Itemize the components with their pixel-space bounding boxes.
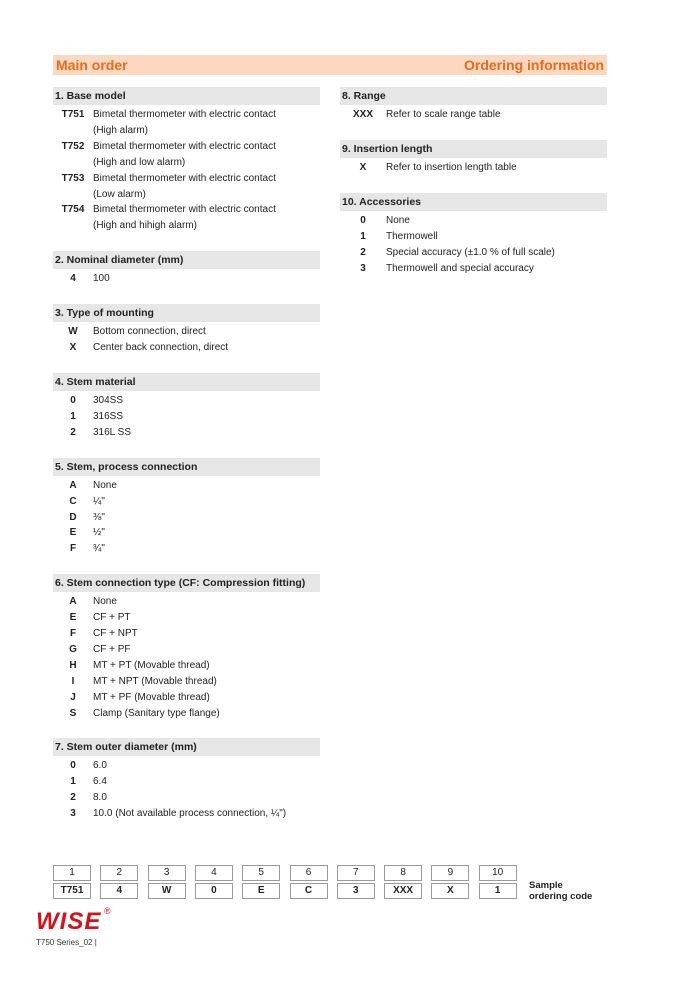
sample-value-cell: W [148, 883, 186, 899]
option-description [93, 674, 320, 690]
description-line: Bimetal thermometer with electric contact [93, 204, 276, 216]
option-description [93, 610, 320, 626]
option-code: F [69, 628, 77, 640]
option-code: E [69, 527, 77, 539]
option-code: A [69, 479, 77, 491]
option-description [93, 409, 320, 425]
section [53, 251, 320, 287]
description-line: 6.0 [93, 760, 107, 772]
sample-position-cell: 5 [242, 865, 280, 881]
description-line: CF + PT [93, 612, 131, 624]
option-code: 2 [70, 792, 76, 804]
option-code: T753 [61, 172, 85, 184]
option-code: I [71, 675, 75, 687]
section [53, 458, 320, 558]
description-line: Refer to insertion length table [386, 161, 517, 173]
option-description [93, 171, 320, 203]
option-row [53, 541, 320, 557]
option-code: C [69, 495, 77, 507]
option-description [93, 202, 320, 234]
option-description [93, 806, 320, 822]
option-row [53, 171, 320, 203]
description-line: 100 [93, 273, 110, 285]
option-code: 3 [70, 808, 76, 820]
sample-value-cell: XXX [384, 883, 422, 899]
description-line: (High and hihigh alarm) [93, 220, 197, 232]
description-line: Special accuracy (±1.0 % of full scale) [386, 246, 555, 258]
option-description [93, 790, 320, 806]
option-row [340, 107, 607, 123]
option-row [53, 409, 320, 425]
logo-text: WISE [36, 908, 102, 935]
description-line: CF + NPT [93, 628, 138, 640]
option-row [53, 271, 320, 287]
section [53, 87, 320, 234]
sample-value-cell: 4 [100, 883, 138, 899]
sample-value-cell: C [290, 883, 328, 899]
right-column [340, 87, 607, 293]
description-line: ¾" [93, 543, 105, 555]
section-title: 8. Range [340, 87, 607, 105]
option-code: J [70, 691, 76, 703]
option-row [53, 494, 320, 510]
option-row [340, 213, 607, 229]
option-description [93, 706, 320, 722]
option-code: F [69, 543, 77, 555]
sample-position-cell: 8 [384, 865, 422, 881]
option-row [53, 758, 320, 774]
option-code: S [69, 707, 77, 719]
description-line: MT + PF (Movable thread) [93, 691, 210, 703]
option-code: X [359, 161, 367, 173]
wise-logo [36, 906, 111, 936]
option-code: T754 [61, 204, 85, 216]
option-code: T751 [61, 109, 85, 120]
description-line: ⅜" [93, 511, 105, 523]
option-description [386, 261, 607, 277]
header-title-right: Ordering information [464, 57, 604, 73]
option-row [53, 202, 320, 234]
option-row [53, 594, 320, 610]
description-line: Bimetal thermometer with electric contact [93, 140, 276, 152]
option-code: 3 [360, 262, 366, 274]
option-row [53, 139, 320, 171]
description-line: None [386, 214, 410, 226]
sample-label-line1: Sample [529, 880, 563, 891]
option-row [53, 690, 320, 706]
sample-position-cell: 7 [337, 865, 375, 881]
option-row [53, 393, 320, 409]
option-description [93, 425, 320, 441]
option-description [93, 642, 320, 658]
description-line: (High and low alarm) [93, 156, 186, 168]
description-line: Center back connection, direct [93, 342, 229, 354]
sample-label [529, 880, 609, 902]
section-title: 4. Stem material [53, 373, 320, 391]
option-description [93, 139, 320, 171]
sample-position-cell: 4 [195, 865, 233, 881]
option-row [340, 245, 607, 261]
option-description [93, 478, 320, 494]
option-code: 2 [70, 426, 76, 438]
sample-position-cell: 1 [53, 865, 91, 881]
option-description [93, 774, 320, 790]
sample-position-cell: 10 [479, 865, 517, 881]
option-code: 4 [70, 273, 76, 285]
option-description [93, 758, 320, 774]
option-description [93, 690, 320, 706]
header-banner [53, 55, 607, 75]
option-description [93, 541, 320, 557]
option-code: 2 [360, 246, 366, 258]
section-title: 2. Nominal diameter (mm) [53, 251, 320, 269]
description-line: 8.0 [93, 792, 107, 804]
footer-series: T750 Series_02 | [36, 938, 97, 947]
section-title: 7. Stem outer diameter (mm) [53, 738, 320, 756]
option-row [340, 261, 607, 277]
section-title: 5. Stem, process connection [53, 458, 320, 476]
description-line: MT + PT (Movable thread) [93, 659, 210, 671]
description-line: CF + PF [93, 643, 131, 655]
option-description [386, 107, 607, 123]
option-code: W [68, 326, 78, 338]
option-row [53, 478, 320, 494]
description-line: 316L SS [93, 426, 131, 438]
option-code: 0 [360, 214, 366, 226]
sample-value-cell: 3 [337, 883, 375, 899]
description-line: Clamp (Sanitary type flange) [93, 707, 220, 719]
sample-position-cell: 6 [290, 865, 328, 881]
sample-value-cell: T751 [53, 883, 91, 899]
option-description [93, 494, 320, 510]
option-row [53, 774, 320, 790]
option-row [53, 790, 320, 806]
description-line: None [93, 479, 117, 491]
section [340, 87, 607, 123]
description-line: 304SS [93, 394, 124, 406]
description-line: Refer to scale range table [386, 109, 501, 120]
section-title: 6. Stem connection type (CF: Compression fitting) [53, 574, 320, 592]
option-description [93, 658, 320, 674]
sample-value-cell: E [242, 883, 280, 899]
option-description [93, 107, 320, 139]
option-description [386, 213, 607, 229]
left-column [53, 87, 320, 839]
description-line: 316SS [93, 410, 124, 422]
description-line: None [93, 596, 117, 608]
description-line: Bimetal thermometer with electric contact [93, 172, 276, 184]
sample-position-cell: 9 [431, 865, 469, 881]
option-code: A [69, 596, 77, 608]
option-code: T752 [61, 140, 85, 152]
option-row [53, 340, 320, 356]
option-row [53, 706, 320, 722]
section-title: 9. Insertion length [340, 140, 607, 158]
sample-position-cell: 3 [148, 865, 186, 881]
registered-mark: ® [104, 906, 111, 916]
header-title-left: Main order [56, 57, 128, 73]
option-code: 1 [360, 230, 366, 242]
description-line: (High alarm) [93, 124, 149, 136]
option-description [93, 525, 320, 541]
sample-label-line2: ordering code [529, 891, 593, 902]
option-description [93, 324, 320, 340]
description-line: ¼" [93, 495, 105, 507]
option-description [386, 229, 607, 245]
sample-value-cell: 1 [479, 883, 517, 899]
option-code: G [69, 643, 77, 655]
sample-position-cell: 2 [100, 865, 138, 881]
option-description [93, 340, 320, 356]
description-line: Bottom connection, direct [93, 326, 206, 338]
option-description [93, 393, 320, 409]
option-code: E [69, 612, 77, 624]
description-line: 6.4 [93, 776, 107, 788]
option-code: 1 [70, 776, 76, 788]
option-code: H [69, 659, 77, 671]
option-row [340, 160, 607, 176]
section-title: 1. Base model [53, 87, 320, 105]
description-line: Bimetal thermometer with electric contact [93, 109, 276, 120]
option-row [53, 674, 320, 690]
option-description [93, 271, 320, 287]
option-code: 0 [70, 760, 76, 772]
option-description [93, 626, 320, 642]
option-description [386, 160, 607, 176]
section [53, 304, 320, 356]
option-row [340, 229, 607, 245]
option-row [53, 107, 320, 139]
section [340, 140, 607, 176]
option-row [53, 626, 320, 642]
sample-value-cell: 0 [195, 883, 233, 899]
option-description [93, 510, 320, 526]
option-description [93, 594, 320, 610]
option-code: D [69, 511, 77, 523]
description-line: (Low alarm) [93, 188, 146, 200]
option-row [53, 324, 320, 340]
section-title: 3. Type of mounting [53, 304, 320, 322]
option-row [53, 806, 320, 822]
description-line: MT + NPT (Movable thread) [93, 675, 217, 687]
description-line: Thermowell [386, 230, 438, 242]
option-description [386, 245, 607, 261]
description-line: 10.0 (Not available process connection, ¼") [93, 808, 287, 820]
section [53, 574, 320, 721]
option-code: XXX [352, 109, 373, 120]
sample-value-cell: X [431, 883, 469, 899]
option-code: 0 [70, 394, 76, 406]
section [53, 373, 320, 441]
option-row [53, 610, 320, 626]
option-code: 1 [70, 410, 76, 422]
option-row [53, 642, 320, 658]
section [53, 738, 320, 822]
section-title: 10. Accessories [340, 193, 607, 211]
option-row [53, 425, 320, 441]
description-line: ½" [93, 527, 105, 539]
option-code: X [69, 342, 77, 354]
option-row [53, 658, 320, 674]
option-row [53, 525, 320, 541]
section [340, 193, 607, 277]
description-line: Thermowell and special accuracy [386, 262, 534, 274]
option-row [53, 510, 320, 526]
